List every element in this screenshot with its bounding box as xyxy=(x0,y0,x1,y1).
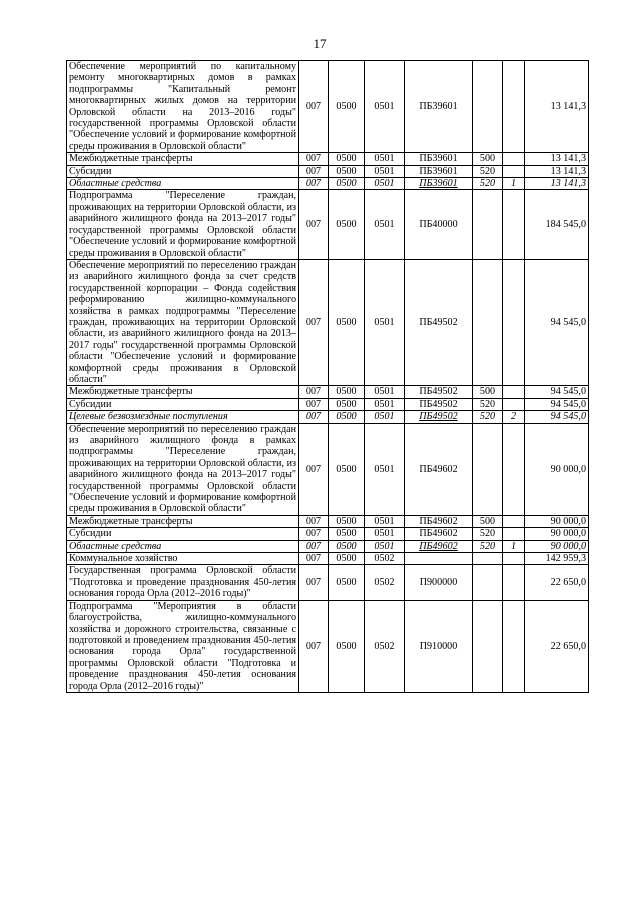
row-amount: 13 141,3 xyxy=(525,165,589,177)
row-ministry-code: 007 xyxy=(299,386,329,398)
row-subsection-code: 0501 xyxy=(365,515,405,527)
row-subsection-code: 0501 xyxy=(365,153,405,165)
table-row xyxy=(67,411,589,423)
row-funding-source-code: 1 xyxy=(503,178,525,190)
row-subsection-code: 0501 xyxy=(365,528,405,540)
row-amount: 184 545,0 xyxy=(525,190,589,259)
row-expense-type-code: 500 xyxy=(473,153,503,165)
row-expense-type-code xyxy=(473,553,503,565)
row-expense-type-code: 520 xyxy=(473,528,503,540)
row-target-article-code: ПБ49502 xyxy=(405,398,473,410)
row-name: Межбюджетные трансферты xyxy=(67,386,299,398)
table-row xyxy=(67,165,589,177)
table-row xyxy=(67,398,589,410)
row-target-article-code: ПБ39601 xyxy=(405,61,473,153)
row-name: Целевые безвозмездные поступления xyxy=(67,411,299,423)
row-ministry-code: 007 xyxy=(299,540,329,552)
table-row xyxy=(67,190,589,259)
row-target-article-code: ПБ49502 xyxy=(405,386,473,398)
row-ministry-code: 007 xyxy=(299,528,329,540)
row-ministry-code: 007 xyxy=(299,398,329,410)
row-ministry-code: 007 xyxy=(299,515,329,527)
row-target-article-code: П900000 xyxy=(405,565,473,600)
row-ministry-code: 007 xyxy=(299,178,329,190)
row-name: Подпрограмма "Переселение граждан, проживающих на территории Орловской области, из аварийного жилищного фонда на 2013–2017 годы" государственной программы Орловской области "Обеспечение условий и формирование комфортной среды проживания в Орловской области" xyxy=(67,190,299,259)
row-name: Областные средства xyxy=(67,178,299,190)
row-section-code: 0500 xyxy=(329,600,365,692)
table-row xyxy=(67,178,589,190)
row-name: Коммунальное хозяйство xyxy=(67,553,299,565)
row-ministry-code: 007 xyxy=(299,190,329,259)
row-amount: 90 000,0 xyxy=(525,540,589,552)
row-amount: 142 959,3 xyxy=(525,553,589,565)
row-expense-type-code: 520 xyxy=(473,165,503,177)
row-funding-source-code xyxy=(503,61,525,153)
row-funding-source-code xyxy=(503,553,525,565)
row-target-article-code: ПБ49502 xyxy=(405,259,473,385)
row-name: Межбюджетные трансферты xyxy=(67,515,299,527)
row-section-code: 0500 xyxy=(329,528,365,540)
row-target-article-code: П910000 xyxy=(405,600,473,692)
row-ministry-code: 007 xyxy=(299,165,329,177)
row-name: Субсидии xyxy=(67,398,299,410)
row-subsection-code: 0501 xyxy=(365,540,405,552)
row-funding-source-code xyxy=(503,153,525,165)
table-row xyxy=(67,259,589,385)
table-row xyxy=(67,153,589,165)
row-funding-source-code: 1 xyxy=(503,540,525,552)
row-subsection-code: 0502 xyxy=(365,600,405,692)
row-amount: 13 141,3 xyxy=(525,61,589,153)
row-funding-source-code xyxy=(503,565,525,600)
row-target-article-code: ПБ49602 xyxy=(405,540,473,552)
table-row xyxy=(67,553,589,565)
row-name: Обеспечение мероприятий по переселению граждан из аварийного жилищного фонда в рамках подпрограммы "Переселение граждан, проживающих на территории Орловской области, из аварийного жилищного фонда на 2013–2017 годы" государственной программы Орловской области "Обеспечение условий и формирование комфортной среды проживания в Орловской области" xyxy=(67,423,299,515)
row-section-code: 0500 xyxy=(329,61,365,153)
row-target-article-code: ПБ39601 xyxy=(405,178,473,190)
row-target-article-code: ПБ39601 xyxy=(405,153,473,165)
row-name: Областные средства xyxy=(67,540,299,552)
row-subsection-code: 0501 xyxy=(365,411,405,423)
row-section-code: 0500 xyxy=(329,165,365,177)
row-section-code: 0500 xyxy=(329,411,365,423)
row-section-code: 0500 xyxy=(329,565,365,600)
row-amount: 94 545,0 xyxy=(525,398,589,410)
row-expense-type-code xyxy=(473,259,503,385)
row-target-article-code: ПБ49602 xyxy=(405,528,473,540)
row-subsection-code: 0502 xyxy=(365,565,405,600)
row-funding-source-code xyxy=(503,190,525,259)
row-name: Обеспечение мероприятий по капитальному ремонту многоквартирных домов в рамках подпрограммы "Капитальный ремонт многоквартирных жилых домов на территории Орловской области на 2013–2016 годы" государственной программы Орловской области "Обеспечение условий и формирование комфортной среды проживания в Орловской области" xyxy=(67,61,299,153)
table-row xyxy=(67,528,589,540)
row-expense-type-code: 520 xyxy=(473,540,503,552)
row-section-code: 0500 xyxy=(329,190,365,259)
table-row xyxy=(67,600,589,692)
row-ministry-code: 007 xyxy=(299,553,329,565)
row-funding-source-code xyxy=(503,423,525,515)
row-expense-type-code: 500 xyxy=(473,515,503,527)
row-expense-type-code: 520 xyxy=(473,398,503,410)
row-amount: 13 141,3 xyxy=(525,178,589,190)
page-number: 17 xyxy=(313,36,327,51)
row-funding-source-code xyxy=(503,386,525,398)
row-subsection-code: 0501 xyxy=(365,398,405,410)
row-expense-type-code: 520 xyxy=(473,411,503,423)
row-name: Субсидии xyxy=(67,528,299,540)
row-section-code: 0500 xyxy=(329,398,365,410)
row-amount: 90 000,0 xyxy=(525,423,589,515)
row-amount: 94 545,0 xyxy=(525,411,589,423)
row-subsection-code: 0501 xyxy=(365,165,405,177)
row-section-code: 0500 xyxy=(329,423,365,515)
row-section-code: 0500 xyxy=(329,386,365,398)
row-name: Субсидии xyxy=(67,165,299,177)
row-amount: 22 650,0 xyxy=(525,565,589,600)
row-subsection-code: 0501 xyxy=(365,386,405,398)
row-funding-source-code xyxy=(503,528,525,540)
row-name: Государственная программа Орловской области "Подготовка и проведение празднования 450-летия основания города Орла (2012–2016 годы)" xyxy=(67,565,299,600)
row-amount: 22 650,0 xyxy=(525,600,589,692)
row-amount: 90 000,0 xyxy=(525,528,589,540)
row-subsection-code: 0501 xyxy=(365,190,405,259)
row-amount: 94 545,0 xyxy=(525,259,589,385)
row-name: Подпрограмма "Мероприятия в области благоустройства, жилищно-коммунального хозяйства и дорожного строительства, связанные с подготовкой и проведением празднования 450-летия основания города Орла" государственной программы Орловской области "Подготовка и проведение празднования 450-летия основания города Орла (2012–2016 годы)" xyxy=(67,600,299,692)
row-funding-source-code xyxy=(503,600,525,692)
row-ministry-code: 007 xyxy=(299,423,329,515)
row-amount: 13 141,3 xyxy=(525,153,589,165)
row-subsection-code: 0502 xyxy=(365,553,405,565)
row-section-code: 0500 xyxy=(329,515,365,527)
row-expense-type-code xyxy=(473,600,503,692)
budget-table xyxy=(66,60,589,693)
row-ministry-code: 007 xyxy=(299,565,329,600)
row-target-article-code: ПБ49602 xyxy=(405,515,473,527)
row-target-article-code: ПБ39601 xyxy=(405,165,473,177)
row-name: Обеспечение мероприятий по переселению граждан из аварийного жилищного фонда за счет средств государственной корпорации – Фонда содействия реформированию жилищно-коммунального хозяйства в рамках подпрограммы "Переселение граждан, проживающих на территории Орловской области, из аварийного жилищного фонда на 2013–2017 годы" государственной программы Орловской области "Обеспечение условий и формирование комфортной среды проживания в Орловской области" xyxy=(67,259,299,385)
table-row xyxy=(67,540,589,552)
row-expense-type-code xyxy=(473,190,503,259)
row-target-article-code xyxy=(405,553,473,565)
row-funding-source-code xyxy=(503,515,525,527)
row-section-code: 0500 xyxy=(329,259,365,385)
row-target-article-code: ПБ49502 xyxy=(405,411,473,423)
row-funding-source-code xyxy=(503,259,525,385)
table-row xyxy=(67,515,589,527)
row-subsection-code: 0501 xyxy=(365,259,405,385)
row-section-code: 0500 xyxy=(329,178,365,190)
row-name: Межбюджетные трансферты xyxy=(67,153,299,165)
table-row xyxy=(67,61,589,153)
row-amount: 94 545,0 xyxy=(525,386,589,398)
row-ministry-code: 007 xyxy=(299,259,329,385)
row-funding-source-code: 2 xyxy=(503,411,525,423)
table-row xyxy=(67,386,589,398)
row-expense-type-code xyxy=(473,565,503,600)
row-ministry-code: 007 xyxy=(299,61,329,153)
row-expense-type-code xyxy=(473,423,503,515)
row-funding-source-code xyxy=(503,165,525,177)
row-subsection-code: 0501 xyxy=(365,178,405,190)
row-subsection-code: 0501 xyxy=(365,423,405,515)
table-row xyxy=(67,423,589,515)
row-funding-source-code xyxy=(503,398,525,410)
row-subsection-code: 0501 xyxy=(365,61,405,153)
table-row xyxy=(67,565,589,600)
row-target-article-code: ПБ49602 xyxy=(405,423,473,515)
row-section-code: 0500 xyxy=(329,540,365,552)
row-ministry-code: 007 xyxy=(299,153,329,165)
row-expense-type-code: 520 xyxy=(473,178,503,190)
row-ministry-code: 007 xyxy=(299,600,329,692)
row-expense-type-code: 500 xyxy=(473,386,503,398)
row-amount: 90 000,0 xyxy=(525,515,589,527)
row-section-code: 0500 xyxy=(329,553,365,565)
row-target-article-code: ПБ40000 xyxy=(405,190,473,259)
row-ministry-code: 007 xyxy=(299,411,329,423)
row-section-code: 0500 xyxy=(329,153,365,165)
row-expense-type-code xyxy=(473,61,503,153)
budget-table-body xyxy=(67,61,589,693)
